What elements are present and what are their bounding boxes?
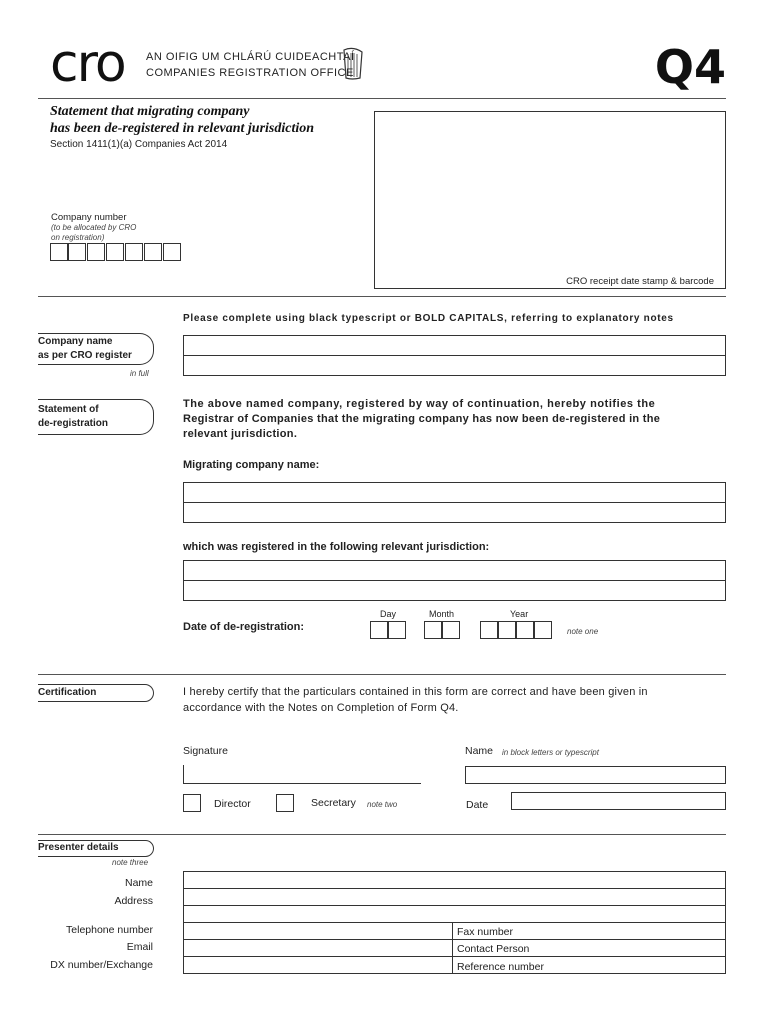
certification-tab: Certification bbox=[38, 684, 154, 702]
date-deregistration-label: Date of de-registration: bbox=[183, 621, 305, 633]
date-input[interactable] bbox=[511, 792, 726, 810]
statement-para-1: The above named company, registered by way of continuation, hereby notifies the bbox=[183, 398, 656, 410]
presenter-tab: Presenter details bbox=[38, 840, 154, 857]
divider-2 bbox=[38, 674, 726, 675]
month-label: Month bbox=[429, 609, 455, 619]
contact-label: Contact Person bbox=[457, 943, 530, 955]
divider-3 bbox=[38, 834, 726, 835]
presenter-name-label: Name bbox=[124, 877, 153, 889]
signature-label: Signature bbox=[183, 745, 228, 757]
day-label: Day bbox=[380, 609, 397, 619]
migrating-company-label: Migrating company name: bbox=[183, 459, 320, 471]
day-input[interactable] bbox=[370, 621, 408, 639]
director-label: Director bbox=[214, 798, 251, 810]
statement-tab: Statement of de-registration bbox=[38, 399, 154, 435]
cro-irish-name: AN OIFIG UM CHLÁRÚ CUIDEACHTAÍ bbox=[146, 51, 355, 63]
jurisdiction-input-1[interactable] bbox=[183, 560, 726, 581]
company-name-note: in full bbox=[130, 369, 149, 378]
director-checkbox[interactable] bbox=[183, 794, 201, 812]
receipt-stamp-box bbox=[374, 111, 726, 289]
form-code: Q4 bbox=[654, 40, 726, 94]
presenter-address-label: Address bbox=[114, 895, 153, 907]
company-name-input-1[interactable] bbox=[183, 335, 726, 356]
name-note: in block letters or typescript bbox=[502, 748, 599, 757]
name-input[interactable] bbox=[465, 766, 726, 784]
presenter-note: note three bbox=[112, 858, 149, 867]
divider-1 bbox=[38, 296, 726, 297]
migrating-company-input-1[interactable] bbox=[183, 482, 726, 503]
secretary-label: Secretary bbox=[311, 797, 356, 809]
header-divider bbox=[38, 98, 726, 99]
signature-field[interactable] bbox=[183, 765, 421, 784]
cro-english-name: COMPANIES REGISTRATION OFFICE bbox=[146, 67, 354, 79]
cro-logo: cro bbox=[50, 34, 125, 94]
month-input[interactable] bbox=[424, 621, 462, 639]
presenter-dx-input[interactable] bbox=[183, 956, 453, 974]
company-number-note-2: on registration) bbox=[51, 233, 105, 242]
company-number-label: Company number bbox=[51, 212, 127, 223]
certification-para-1: I hereby certify that the particulars contained in this form are correct and have been given in bbox=[183, 686, 648, 698]
name-label: Name bbox=[465, 745, 494, 757]
form-title-line1: Statement that migrating company bbox=[50, 104, 250, 119]
presenter-name-input[interactable] bbox=[183, 871, 726, 889]
fax-label: Fax number bbox=[457, 926, 514, 938]
presenter-dx-label: DX number/Exchange bbox=[50, 959, 153, 971]
company-number-input[interactable] bbox=[50, 243, 182, 261]
company-name-input-2[interactable] bbox=[183, 355, 726, 376]
presenter-address-input-1[interactable] bbox=[183, 888, 726, 906]
presenter-address-input-2[interactable] bbox=[183, 905, 726, 923]
presenter-telephone-label: Telephone number bbox=[66, 924, 153, 936]
form-title-line2: has been de-registered in relevant jurisdiction bbox=[50, 121, 315, 136]
presenter-email-label: Email bbox=[126, 941, 153, 953]
migrating-company-input-2[interactable] bbox=[183, 502, 726, 523]
certification-para-2: accordance with the Notes on Completion of Form Q4. bbox=[183, 702, 459, 714]
company-name-tab: Company name as per CRO register bbox=[38, 333, 154, 365]
reference-label: Reference number bbox=[457, 961, 544, 973]
jurisdiction-label: which was registered in the following relevant jurisdiction: bbox=[183, 541, 490, 553]
date-note: note one bbox=[567, 627, 599, 636]
harp-icon bbox=[340, 46, 366, 82]
secretary-checkbox[interactable] bbox=[276, 794, 294, 812]
date-label: Date bbox=[466, 799, 489, 811]
presenter-telephone-input[interactable] bbox=[183, 922, 453, 940]
year-input[interactable] bbox=[480, 621, 554, 639]
secretary-note: note two bbox=[367, 800, 398, 809]
presenter-email-input[interactable] bbox=[183, 939, 453, 957]
instructions: Please complete using black typescript or BOLD CAPITALS, referring to explanatory notes bbox=[183, 313, 674, 324]
statement-para-3: relevant jurisdiction. bbox=[183, 428, 298, 440]
statement-para-2: Registrar of Companies that the migrating company has now been de-registered in the bbox=[183, 413, 661, 425]
jurisdiction-input-2[interactable] bbox=[183, 580, 726, 601]
section-reference: Section 1411(1)(a) Companies Act 2014 bbox=[50, 139, 228, 150]
company-number-note-1: (to be allocated by CRO bbox=[51, 223, 137, 232]
receipt-stamp-label: CRO receipt date stamp & barcode bbox=[566, 276, 714, 287]
year-label: Year bbox=[510, 609, 529, 619]
